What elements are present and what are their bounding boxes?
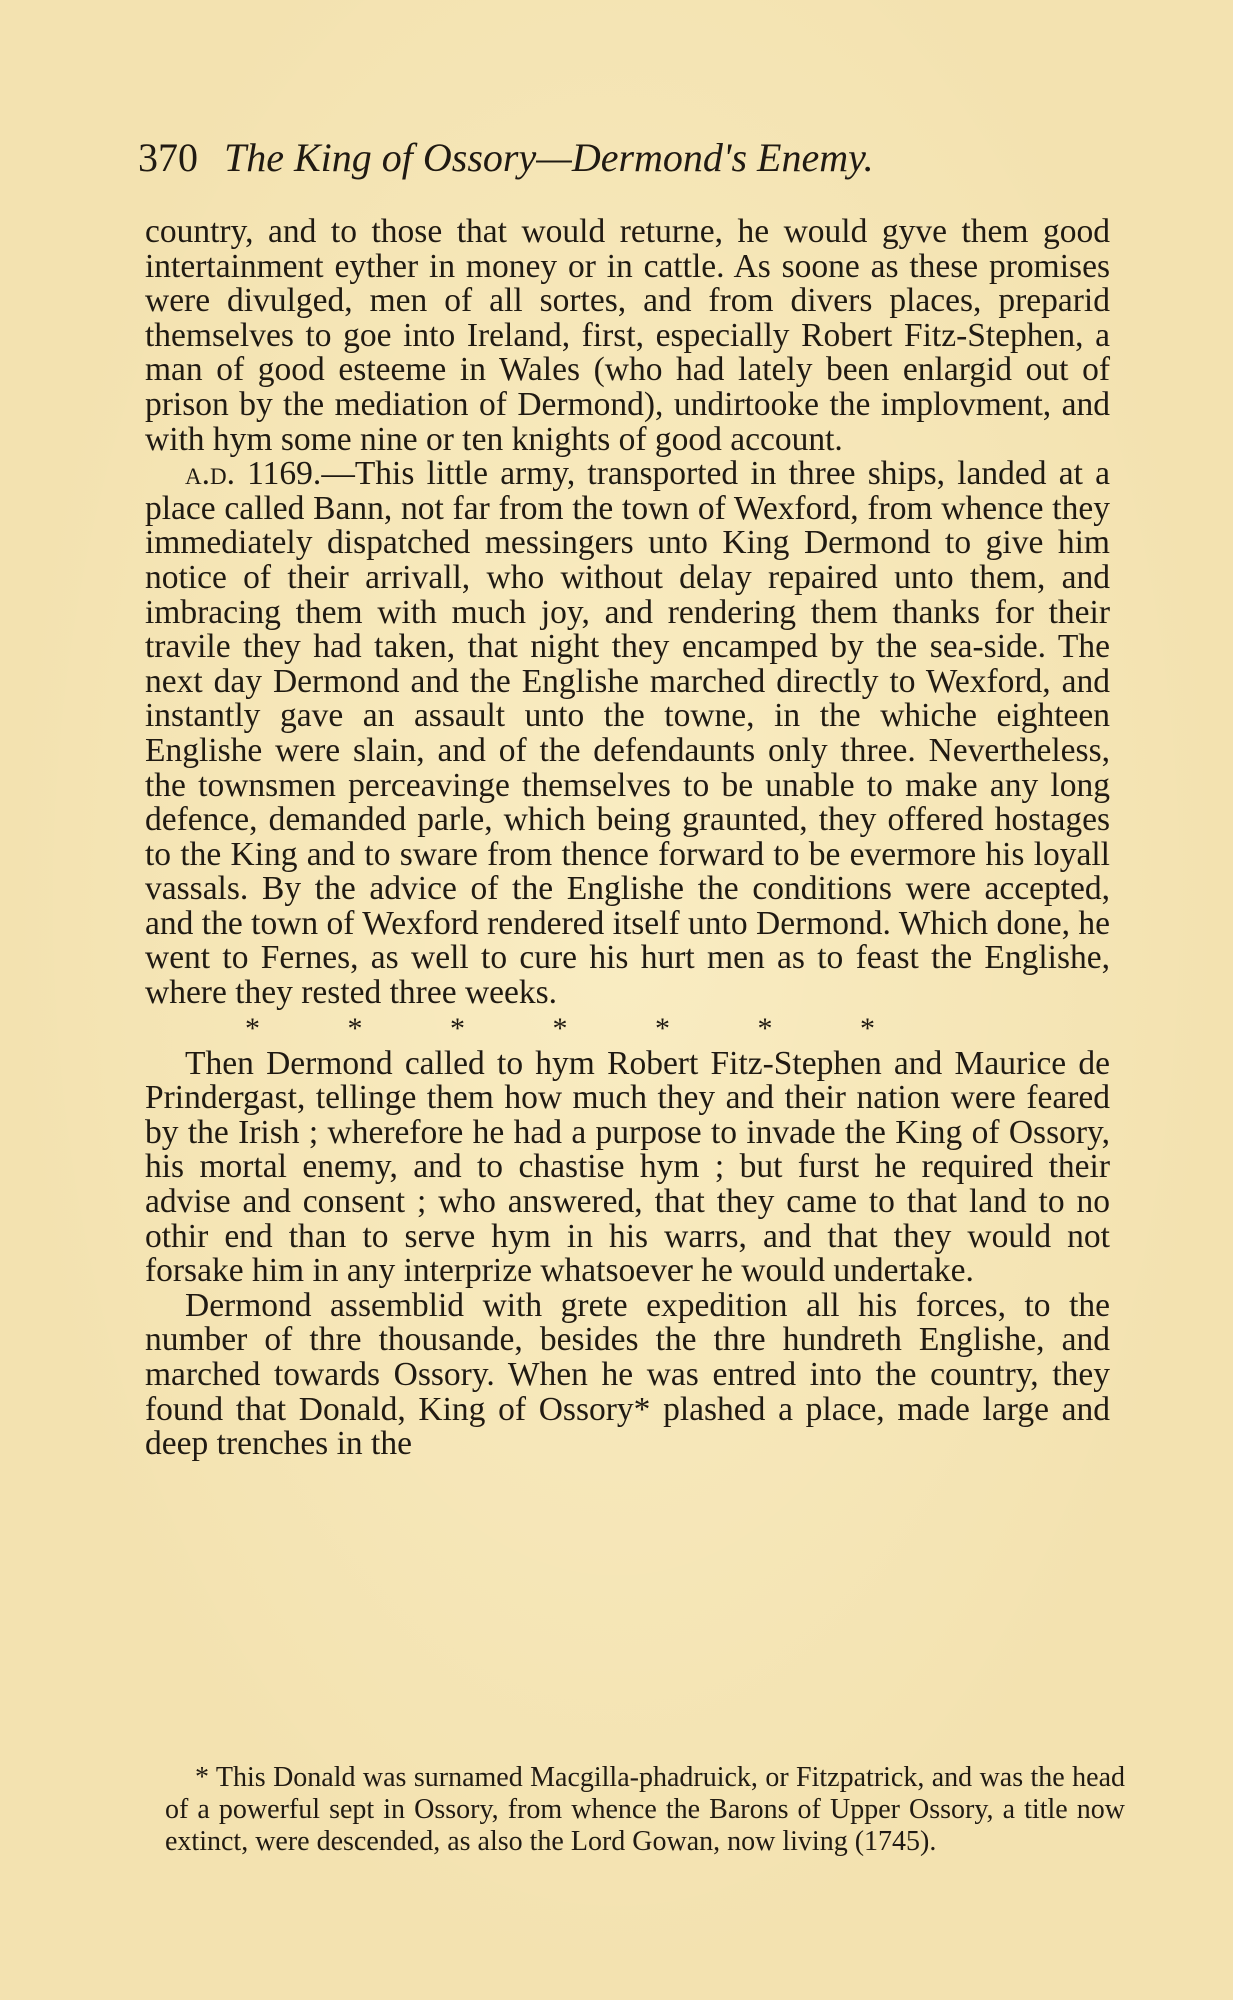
- paragraph-4: Dermond assemblid with grete expedition all his forces, to the number of thre thousande, besides the thre hundreth Englishe, and marched towards Ossory. When he was entred into the country, they found that Donald, King of Ossory* plashed a place, made large and deep trenches in the: [145, 1286, 1110, 1463]
- page-header: [138, 128, 1098, 188]
- paragraph-2: [145, 457, 1110, 1011]
- page-number: 370: [138, 135, 198, 180]
- main-text: [145, 215, 1110, 1462]
- paragraph-1: country, and to those that would returne, he would gyve them good intertainment eyther in money or in cattle. As soone as these promises were divulged, men of all sortes, and from divers places, preparid themselves to goe into Ireland, first, especially Robert Fitz-Stephen, a man of good esteeme in Wales (who had lately been enlargid out of prison by the mediation of Dermond), undirtooke the implovment, and with hym some nine or ten knights of good account.: [145, 213, 1110, 458]
- paragraph-2-text: —This little army, transported in three ships, landed at a place called Bann, not far from the town of Wexford, from whence they immediately dispatched messingers unto King Dermond to give him notice of their arrivall, who without delay repaired unto them, and imbracing them with much joy, and rendering them thanks for their travile they had taken, that night they encamped by the sea-side. The next day Dermond and the Englishe marched directly to Wexford, and instantly gave an assault unto the towne, in the whiche eighteen Englishe were slain, and of the defendaunts only three. Nevertheless, the townsmen perceavinge themselves to be unable to make any long defence, demanded parle, which being graunted, they offered hostages to the King and to sware from thence forward to be evermore his loyall vassals. By the advice of the Englishe the conditions were accepted, and the town of Wexford rendered itself unto Dermond. Which done, he went to Fernes, as well to cure his hurt men as to feast the Englishe, where they rested three weeks.: [145, 455, 1110, 1012]
- date-marker: a.d. 1169.: [185, 455, 322, 493]
- paragraph-3: Then Dermond called to hym Robert Fitz-Stephen and Maurice de Prindergast, tellinge them how much they and their nation were feared by the Irish ; wherefore he had a purpose to invade the King of Ossory, his mortal enemy, and to chastise hym ; but furst he required their advise and consent ; who answered, that they came to that land to no othir end than to serve hym in his warrs, and that they would not forsake him in any interprize whatsoever he would undertake.: [145, 1044, 1110, 1290]
- footnote: [165, 1762, 1125, 1858]
- footnote-text: * This Donald was surnamed Macgilla-phadruick, or Fitzpatrick, and was the head of a powerful sept in Ossory, from whence the Barons of Upper Ossory, a title now extinct, were descended, as also the Lord Gowan, now living (1745).: [165, 1762, 1125, 1857]
- running-title: The King of Ossory—Dermond's Enemy.: [224, 135, 874, 180]
- asterisk-divider: * * * * * * *: [245, 1011, 875, 1045]
